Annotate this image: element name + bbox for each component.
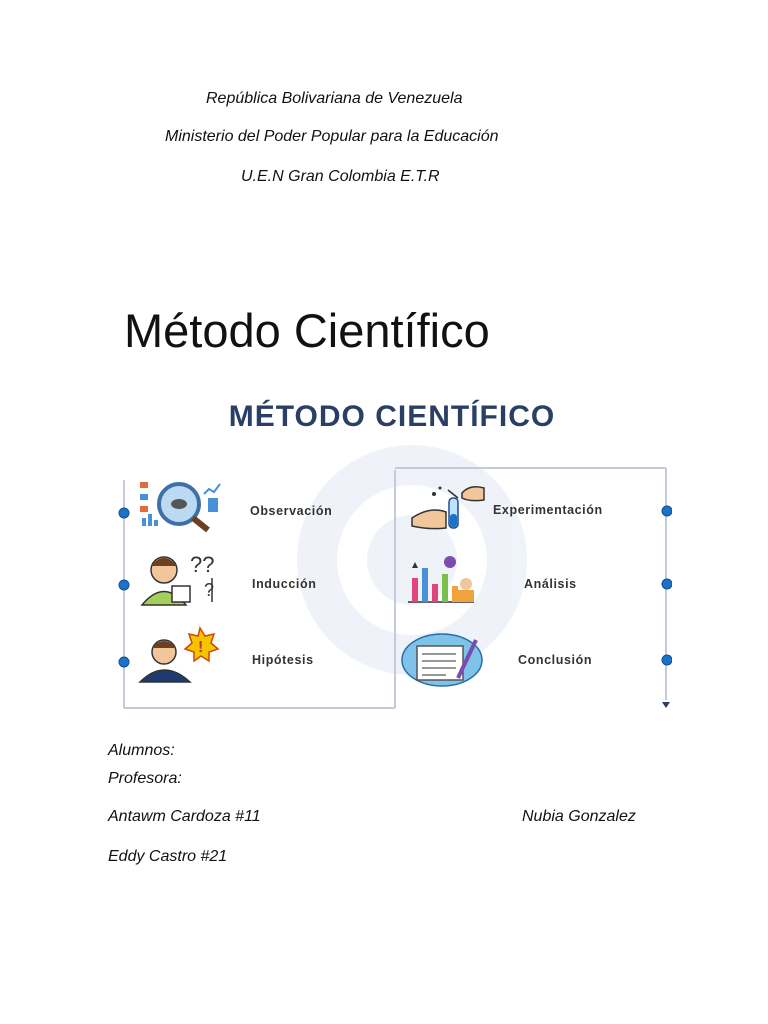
svg-text:!: ! <box>198 639 204 656</box>
step-label-observacion: Observación <box>250 504 333 518</box>
magnifier-icon <box>140 482 220 530</box>
dot-induccion <box>119 580 129 590</box>
figure-banner: MÉTODO CIENTÍFICO <box>228 400 556 433</box>
step-label-experimentacion: Experimentación <box>493 503 603 517</box>
step-label-analisis: Análisis <box>524 577 577 591</box>
dot-observacion <box>119 508 129 518</box>
students-label: Alumnos: <box>108 742 175 759</box>
step-label-induccion: Inducción <box>252 577 317 591</box>
header-line-school: U.E.N Gran Colombia E.T.R <box>241 168 440 185</box>
arrow-down-icon <box>662 702 670 708</box>
thinking-person-icon <box>142 552 214 605</box>
document-pen-icon <box>402 634 482 686</box>
teacher-name: Nubia Gonzalez <box>522 808 636 825</box>
dot-experimentacion <box>662 506 672 516</box>
background-emblem <box>297 445 527 675</box>
dot-hipotesis <box>119 657 129 667</box>
scientific-method-figure <box>112 390 672 720</box>
svg-text:??: ?? <box>190 552 215 577</box>
student-name-2: Eddy Castro #21 <box>108 848 228 865</box>
dot-conclusion <box>662 655 672 665</box>
step-label-hipotesis: Hipótesis <box>252 653 314 667</box>
header-line-ministry: Ministerio del Poder Popular para la Educación <box>165 128 499 145</box>
svg-text:?: ? <box>204 580 215 600</box>
header-line-republic: República Bolivariana de Venezuela <box>206 90 463 107</box>
teacher-label: Profesora: <box>108 770 182 787</box>
student-name-1: Antawm Cardoza #11 <box>108 808 261 825</box>
step-label-conclusion: Conclusión <box>518 653 593 667</box>
idea-person-icon <box>140 628 218 682</box>
page-title: Método Científico <box>124 304 490 357</box>
dot-analisis <box>662 579 672 589</box>
